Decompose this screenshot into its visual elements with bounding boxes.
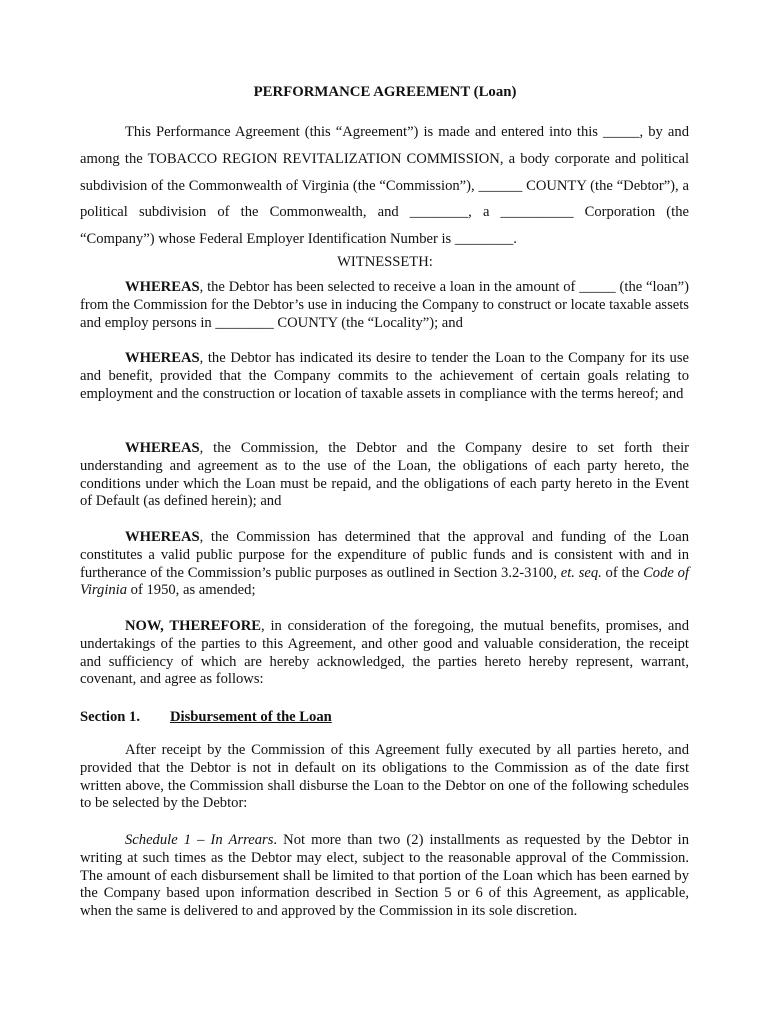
whereas-paragraph-2	[80, 350, 689, 403]
whereas-paragraph-3	[80, 440, 689, 511]
section-number: Section 1.	[80, 709, 140, 725]
schedule-text: . Not more than two (2) installments as requested by the Debtor in writing at such times as the Debtor may elect, subject to the reasonable approval of the Commission. The amount of each disbursement shall be limited to that portion of the Loan which has been earned by the Company based upon information described in Section 5 or 6 of this Agreement, as applicable, when the same is delivered to and approved by the Commission in its sole discretion.	[80, 832, 689, 920]
whereas-lead: WHEREAS	[125, 279, 200, 295]
et-seq-text: et. seq.	[560, 564, 602, 581]
code-of-virginia-text: Code of Virginia	[80, 564, 689, 599]
witnesseth-heading: WITNESSETH:	[337, 254, 433, 270]
whereas-paragraph-1	[80, 279, 689, 332]
now-therefore-paragraph	[80, 618, 689, 689]
section-1-heading	[80, 709, 689, 726]
whereas-lead: WHEREAS	[125, 350, 200, 366]
schedule-label: Schedule 1 – In Arrears	[125, 832, 274, 848]
whereas-text: of the	[601, 564, 644, 581]
whereas-text: , the Debtor has indicated its desire to tender the Loan to the Company for its use and benefit, provided that the Company commits to the achievement of certain goals relating to employment and the construction or location of taxable assets in compliance with the terms hereof; and	[80, 350, 689, 402]
whereas-text: , the Debtor has been selected to receive a loan in the amount of _____ (the “loan”) from the Commission for the Debtor’s use in inducing the Company to construct or locate taxable assets and employ persons in ________ COUNTY (the “Locality”); and	[80, 279, 689, 331]
now-therefore-lead: NOW, THEREFORE	[125, 618, 261, 634]
whereas-text: , the Commission, the Debtor and the Company desire to set forth their understanding and agreement as to the use of the Loan, the obligations of each party hereto, the conditions under which the Loan must be repaid, and the obligations of each party hereto in the Event of Default (as defined herein); and	[80, 440, 689, 510]
schedule-1-paragraph	[80, 832, 689, 921]
whereas-text: of 1950, as amended;	[127, 582, 256, 599]
whereas-text: , the Commission has determined that the approval and funding of the Loan constitutes a valid public purpose for the expenditure of public funds and is consistent with and in furtherance of the Commission’s public purposes as outlined in Section 3.2-3100,	[80, 529, 689, 581]
whereas-lead: WHEREAS	[125, 529, 200, 545]
document-title: PERFORMANCE AGREEMENT (Loan)	[253, 84, 517, 100]
section-title: Disbursement of the Loan	[170, 709, 332, 725]
now-therefore-text: , in consideration of the foregoing, the mutual benefits, promises, and undertakings of the parties to this Agreement, and other good and valuable consideration, the receipt and sufficiency of which are hereby acknowledged, the parties hereto hereby represent, warrant, covenant, and agree as follows:	[80, 618, 689, 688]
intro-paragraph: This Performance Agreement (this “Agreement”) is made and entered into this _____, by and among the TOBACCO REGION REVITALIZATION COMMISSION, a body corporate and political subdivision of the Commonwealth of Virginia (the “Commission”), ______ COUNTY (the “Debtor”), a political subdivision of the Commonwealth, and ________, a __________ Corporation (the “Company”) whose Federal Employer Identification Number is ________.	[80, 124, 689, 248]
section-1-paragraph: After receipt by the Commission of this Agreement fully executed by all parties hereto, and provided that the Debtor is not in default on its obligations to the Commission as of the date first written above, the Commission shall disburse the Loan to the Debtor on one of the following schedules to be selected by the Debtor:	[80, 742, 689, 812]
whereas-lead: WHEREAS	[125, 440, 200, 456]
whereas-paragraph-4	[80, 529, 689, 600]
